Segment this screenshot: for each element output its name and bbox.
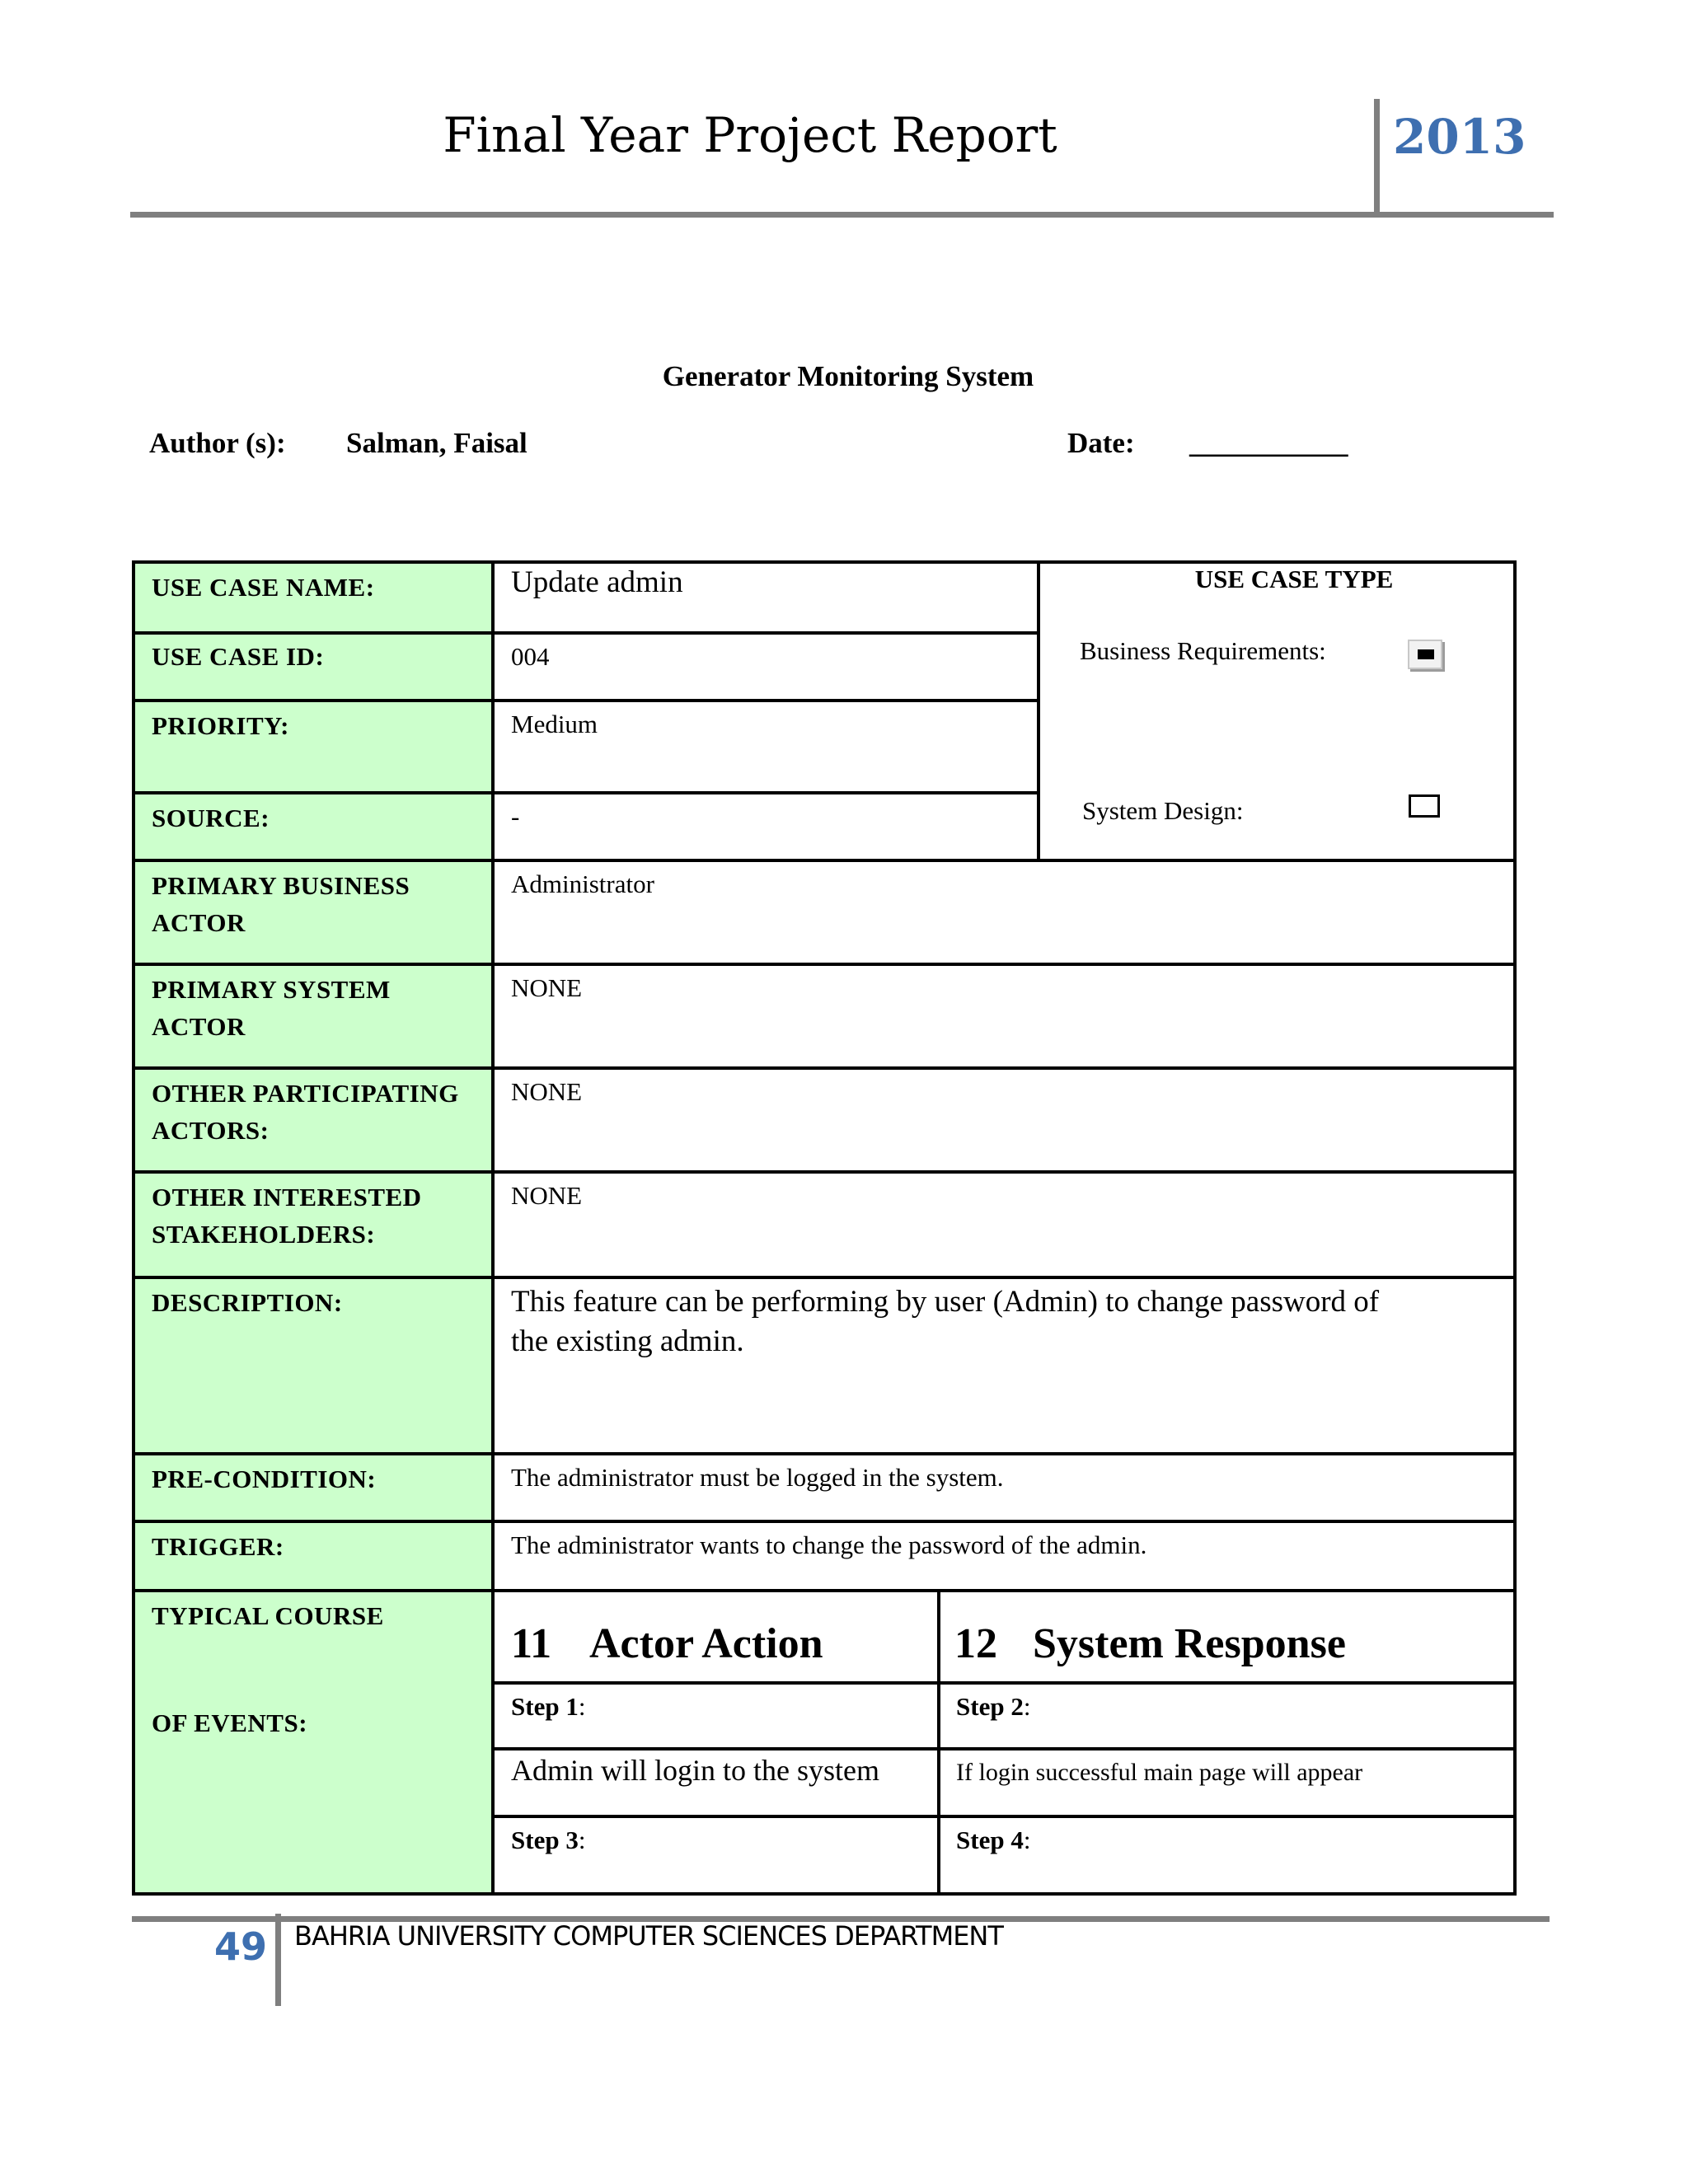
- precondition-value: The administrator must be logged in the system.: [511, 1463, 1004, 1492]
- typical-course-label-line1: TYPICAL COURSE: [152, 1601, 384, 1630]
- use-case-type-divider: [1037, 560, 1040, 862]
- priority-value: Medium: [511, 710, 598, 738]
- row-divider: [132, 631, 1039, 635]
- report-header-title: Final Year Project Report: [443, 107, 1057, 163]
- events-row-divider: [493, 1815, 1517, 1818]
- use-case-id-label: USE CASE ID:: [135, 633, 491, 702]
- date-value: ___________: [1189, 427, 1348, 459]
- row-divider: [132, 1276, 1517, 1279]
- step-3: Step 3:: [511, 1825, 586, 1854]
- typical-course-label: [135, 1592, 491, 1892]
- primary-business-actor-value: Administrator: [511, 869, 654, 898]
- source-label: SOURCE:: [135, 794, 491, 862]
- author-label: Author (s):: [149, 427, 286, 459]
- document-title: Generator Monitoring System: [662, 360, 1034, 392]
- row-divider: [132, 1170, 1517, 1174]
- description-value: This feature can be performing by user (Admin) to change password of the existing admin.: [511, 1285, 1380, 1358]
- trigger-label: TRIGGER:: [135, 1523, 491, 1592]
- report-year: 2013: [1393, 109, 1526, 165]
- other-participating-actors-value: NONE: [511, 1077, 583, 1106]
- page-number: 49: [214, 1924, 268, 1969]
- system-design-label: System Design:: [1082, 796, 1244, 825]
- footer-department: BAHRIA UNIVERSITY COMPUTER SCIENCES DEPARTMENT: [294, 1920, 1003, 1952]
- row-divider: [132, 1520, 1517, 1523]
- row-divider: [132, 859, 1517, 862]
- footer-divider-vertical: [275, 1914, 281, 2006]
- use-case-name-label: USE CASE NAME:: [135, 564, 491, 633]
- row-divider: [132, 791, 1039, 794]
- use-case-type-title: USE CASE TYPE: [1194, 565, 1394, 593]
- events-column-divider: [937, 1592, 940, 1896]
- actor-action-heading: 11 Actor Action: [511, 1620, 823, 1667]
- use-case-name-value: Update admin: [511, 565, 683, 599]
- system-design-checkbox[interactable]: [1409, 794, 1440, 818]
- other-interested-stakeholders-value: NONE: [511, 1181, 583, 1210]
- typical-course-label-line2: OF EVENTS:: [152, 1708, 308, 1737]
- row-divider: [132, 1066, 1517, 1070]
- business-requirements-label: Business Requirements:: [1080, 636, 1326, 665]
- row-divider: [132, 699, 1039, 702]
- precondition-label: PRE-CONDITION:: [135, 1455, 491, 1523]
- actor-step-1-text: Admin will login to the system: [511, 1754, 879, 1787]
- source-value: -: [511, 802, 520, 831]
- business-requirements-checkbox[interactable]: [1408, 640, 1442, 669]
- use-case-id-value: 004: [511, 642, 550, 671]
- table-column-divider: [491, 560, 495, 1896]
- row-divider: [132, 1452, 1517, 1455]
- primary-system-actor-value: NONE: [511, 973, 583, 1002]
- other-interested-stakeholders-label: OTHER INTERESTED STAKEHOLDERS:: [135, 1174, 491, 1279]
- step-4: Step 4:: [956, 1825, 1031, 1854]
- row-divider: [132, 1589, 1517, 1592]
- description-label: DESCRIPTION:: [135, 1279, 491, 1455]
- header-divider-vertical: [1374, 99, 1380, 216]
- step-2: Step 2:: [956, 1692, 1031, 1721]
- events-row-divider: [493, 1747, 1517, 1750]
- step-1: Step 1:: [511, 1692, 586, 1721]
- author-value: Salman, Faisal: [346, 427, 528, 459]
- primary-system-actor-label: PRIMARY SYSTEM ACTOR: [135, 966, 491, 1070]
- events-row-divider: [493, 1681, 1517, 1685]
- row-divider: [132, 963, 1517, 966]
- date-label: Date:: [1067, 427, 1135, 459]
- checkbox-check-icon: [1418, 649, 1434, 659]
- other-participating-actors-label: OTHER PARTICIPATING ACTORS:: [135, 1070, 491, 1174]
- system-step-2-text: If login successful main page will appear: [956, 1759, 1363, 1786]
- trigger-value: The administrator wants to change the password of the admin.: [511, 1530, 1147, 1559]
- system-response-heading: 12 System Response: [954, 1620, 1346, 1667]
- header-divider: [130, 212, 1554, 218]
- primary-business-actor-label: PRIMARY BUSINESS ACTOR: [135, 862, 491, 966]
- priority-label: PRIORITY:: [135, 702, 491, 794]
